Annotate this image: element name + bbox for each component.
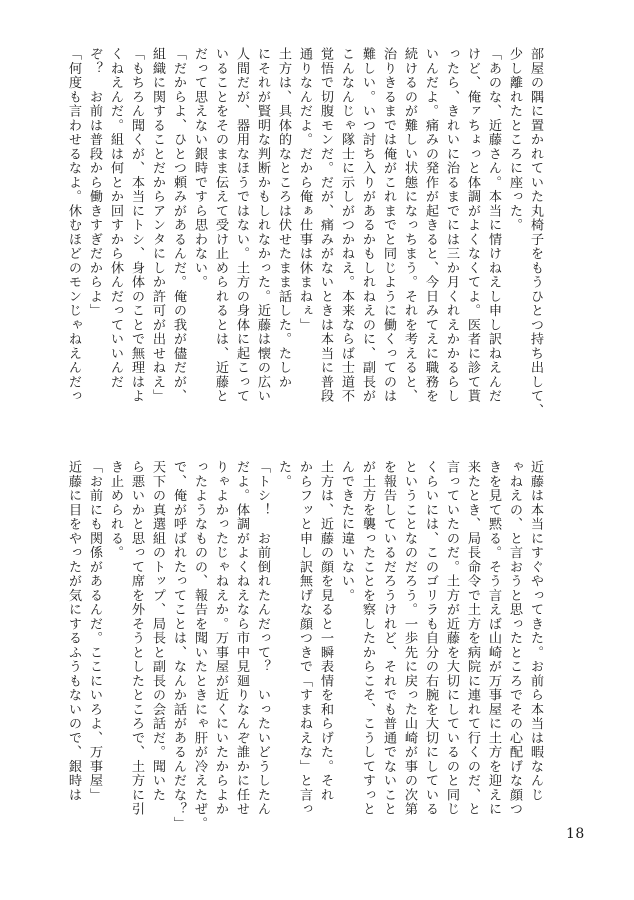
upper-text-block <box>66 47 546 443</box>
text-line: 近藤に目をやったが気にするふうもないので、銀時は <box>66 460 81 802</box>
text-line: 難しい。いつ討ち入りがあるかもしれねえのに、副長が <box>360 47 375 404</box>
text-line: 土方は、具体的なところは伏せたまま話した。たしか <box>276 47 291 389</box>
text-line: 天下の真選組のトップ、局長と副長の会話だ。聞いた <box>150 460 165 802</box>
text-line: だって思えない銀時ですら思わない。 <box>192 47 207 290</box>
text-line: 部屋の隅に置かれていた丸椅子をもうひとつ持ち出して、 <box>528 47 543 418</box>
text-line: りゃよかったじゃねえか。万事屋が近くにいたからよか <box>213 460 228 817</box>
text-line: き止められる。 <box>108 460 123 560</box>
text-line: からフッと申し訳無げな顔つきで「すまねえな」と言っ <box>297 460 312 817</box>
lower-text-block <box>66 460 546 840</box>
text-line: だよ。体調がよくねえなら市中見廻りなんぞ誰かに任せ <box>234 460 249 817</box>
text-line: 人間だが、器用なほうではない。土方の身体に起こって <box>234 47 249 404</box>
text-line: 覚悟で切腹モンだ。だが、痛みがないときは本当に普段 <box>318 47 333 404</box>
text-line: にそれが賢明な判断かもしれなかった。近藤は懐の広い <box>255 47 270 404</box>
text-line: 「だからよ、ひとつ頼みがあるんだ。俺の我が儘だが、 <box>171 47 186 404</box>
text-line: くらいには、このゴリラも自分の右腕を大切にしている <box>423 460 438 817</box>
text-line: いんだよ。痛みの発作が起きると、今日みてえに職務を <box>423 47 438 404</box>
text-line: を報告しているだろうけれど、それでも普通でないこと <box>381 460 396 817</box>
text-line: 来たとき、局長命令で土方を病院に連れて行くのだ、と <box>465 460 480 817</box>
text-line: 通りなんだよ。だから俺ぁ仕事は休まねぇ」 <box>297 47 312 332</box>
text-line: 土方は、近藤の顔を見ると一瞬表情を和らげた。それ <box>318 460 333 802</box>
text-line: が土方を襲ったことを察したからこそ、こうしてすっと <box>360 460 375 817</box>
text-line: ら悪いかと思って席を外そうとしたところで、土方に引 <box>129 460 144 817</box>
text-line: 言っていたのだ。土方が近藤を大切にしているのと同じ <box>444 460 459 817</box>
text-line: 「あのな、近藤さん。本当に情けねえし申し訳ねえんだ <box>486 47 501 404</box>
text-line: 「トシ！ お前倒れたんだって？ いったいどうしたん <box>255 460 270 817</box>
text-line: ということなのだろう。一歩先に戻った山崎が事の次第 <box>402 460 417 817</box>
text-line: 「もちろん聞くが、本当にトシ、身体のことで無理はよ <box>129 47 144 404</box>
text-line: ゃねえの、と言おうと思ったところでその心配げな顔つ <box>507 460 522 817</box>
text-line: けど、俺ァちょっと体調がよくなくてよ。医者に診て貰 <box>465 47 480 404</box>
text-line: くねえんだ。組は何とか回すから休んだっていいんだ <box>108 47 123 389</box>
page-number: 18 <box>566 826 585 842</box>
text-line: こんなんじゃ隊士に示しがつかねえ。本来ならば士道不 <box>339 47 354 404</box>
text-line: いることをそのまま伝えて受け止められるとは、近藤と <box>213 47 228 404</box>
text-line: 治りきるまでは俺がこれまでと同じように働くってのは <box>381 47 396 404</box>
text-line: きを見て黙る。そう言えば山崎が万事屋に土方を迎えに <box>486 460 501 817</box>
text-line: ったら、きれいに治るまでには三か月くれえかかるらし <box>444 47 459 404</box>
text-line: 「何度も言わせるなよ。休むほどのモンじゃねえんだっ <box>66 47 81 404</box>
text-line: 続けるのが難しい状態になっちまう。それを考えると、 <box>402 47 417 404</box>
text-line: 組織に関することだからアンタにしか許可が出せねえ」 <box>150 47 165 404</box>
text-line: 「お前にも関係があるんだ。ここにいろよ、万事屋」 <box>87 460 102 802</box>
text-line: で、俺が呼ばれたってことは、なんか話があるんだな？」 <box>171 460 186 831</box>
text-line: 近藤は本当にすぐやってきた。お前ら本当は暇なんじ <box>528 460 543 802</box>
text-line: 少し離れたところに座った。 <box>507 47 522 233</box>
text-line: んできたに違いない。 <box>339 460 354 603</box>
text-line: ぞ？ お前は普段から働きすぎだからよ」 <box>87 47 102 318</box>
text-line: た。 <box>276 460 291 489</box>
text-line: ったようなものの、報告を聞いたときにゃ肝が冷えたぜ。 <box>192 460 207 831</box>
